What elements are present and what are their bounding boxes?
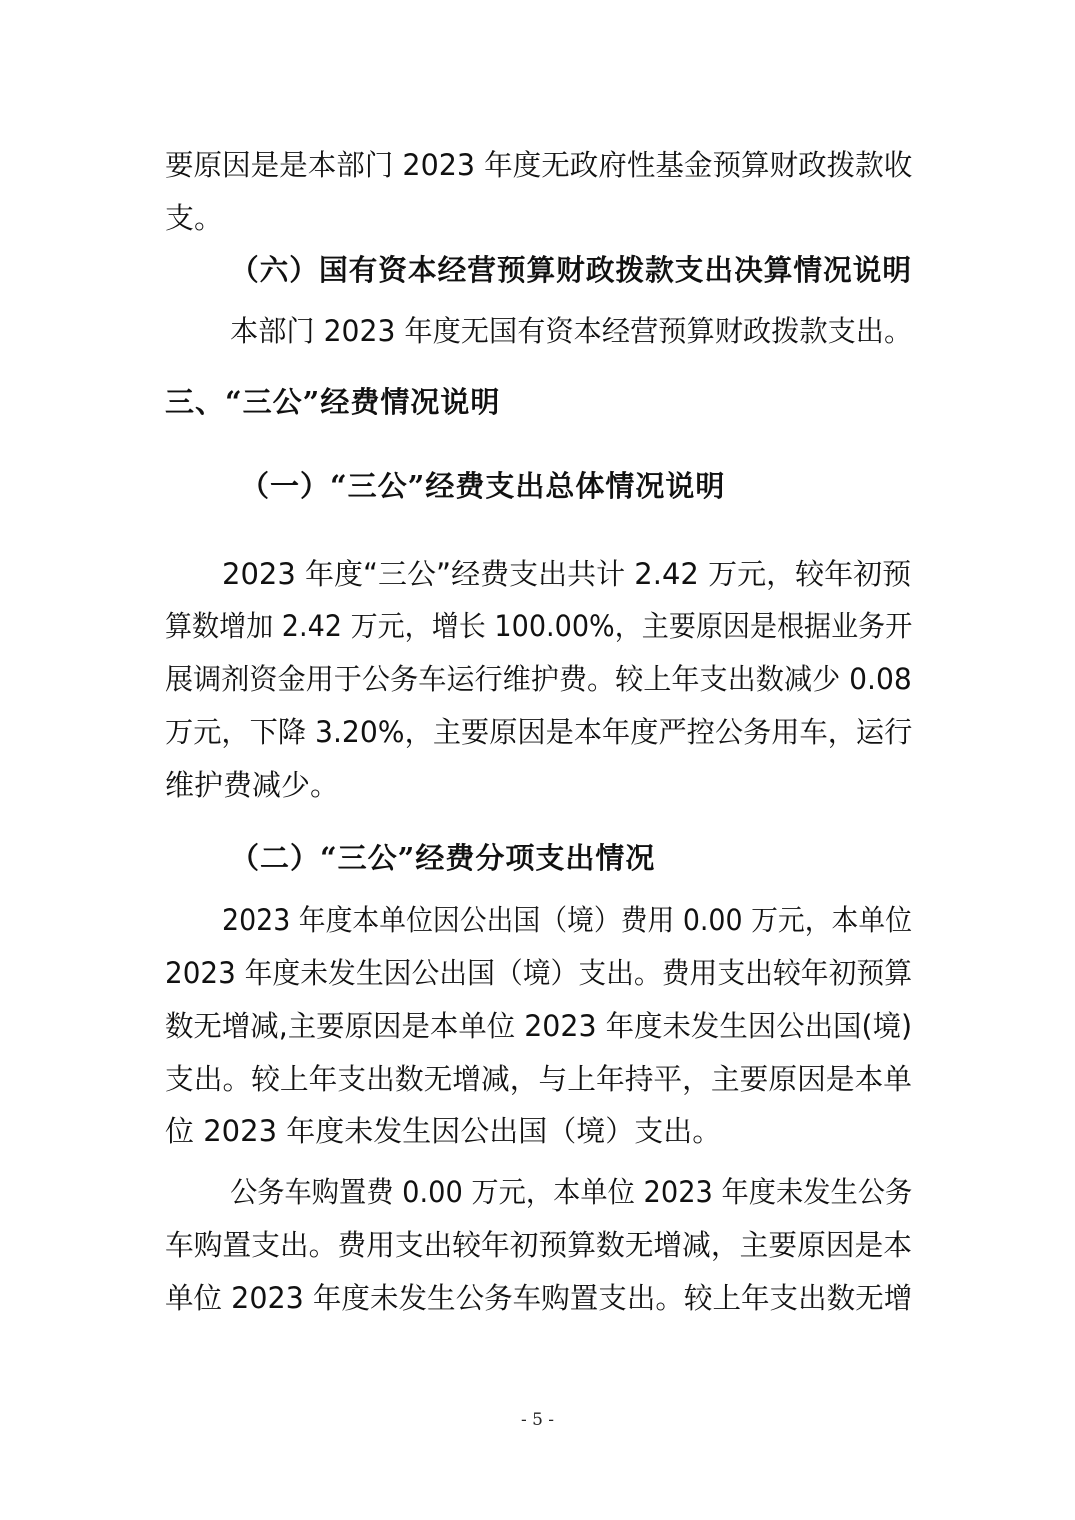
paragraph-line: 维护费减少。 — [165, 768, 340, 802]
paragraph-line: 本部门 2023 年度无国有资本经营预算财政拨款支出。 — [230, 314, 913, 348]
paragraph-line: 要原因是是本部门 2023 年度无政府性基金预算财政拨款收 — [165, 148, 913, 182]
paragraph-line: 展调剂资金用于公务车运行维护费。较上年支出数减少 0.08 — [165, 662, 912, 696]
paragraph-line: 2023 年度“三公”经费支出共计 2.42 万元，较年初预 — [222, 557, 912, 591]
paragraph-line: 数无增减,主要原因是本单位 2023 年度未发生因公出国(境) — [165, 1009, 913, 1043]
paragraph-line: 车购置支出。费用支出较年初预算数无增减，主要原因是本 — [165, 1228, 913, 1262]
section-heading-1: （一）“三公”经费支出总体情况说明 — [240, 469, 726, 503]
paragraph-line: 单位 2023 年度未发生公务车购置支出。较上年支出数无增 — [165, 1281, 913, 1315]
chapter-heading-3: 三、“三公”经费情况说明 — [165, 385, 501, 419]
paragraph-line: 支出。较上年支出数无增减，与上年持平，主要原因是本单 — [165, 1062, 913, 1096]
paragraph-line: 万元，下降 3.20%，主要原因是本年度严控公务用车，运行 — [165, 715, 913, 749]
paragraph-line: 位 2023 年度未发生因公出国（境）支出。 — [165, 1114, 722, 1148]
paragraph-line: 支。 — [165, 201, 224, 235]
page-number: - 5 - — [520, 1410, 555, 1430]
paragraph-line: 算数增加 2.42 万元，增长 100.00%，主要原因是根据业务开 — [165, 609, 913, 643]
paragraph-line: 2023 年度本单位因公出国（境）费用 0.00 万元，本单位 — [222, 903, 913, 937]
paragraph-line: 2023 年度未发生因公出国（境）支出。费用支出较年初预算 — [165, 956, 913, 990]
section-heading-2: （二）“三公”经费分项支出情况 — [230, 841, 656, 875]
paragraph-line: 公务车购置费 0.00 万元，本单位 2023 年度未发生公务 — [230, 1175, 913, 1209]
section-heading-6: （六）国有资本经营预算财政拨款支出决算情况说明 — [230, 253, 913, 287]
